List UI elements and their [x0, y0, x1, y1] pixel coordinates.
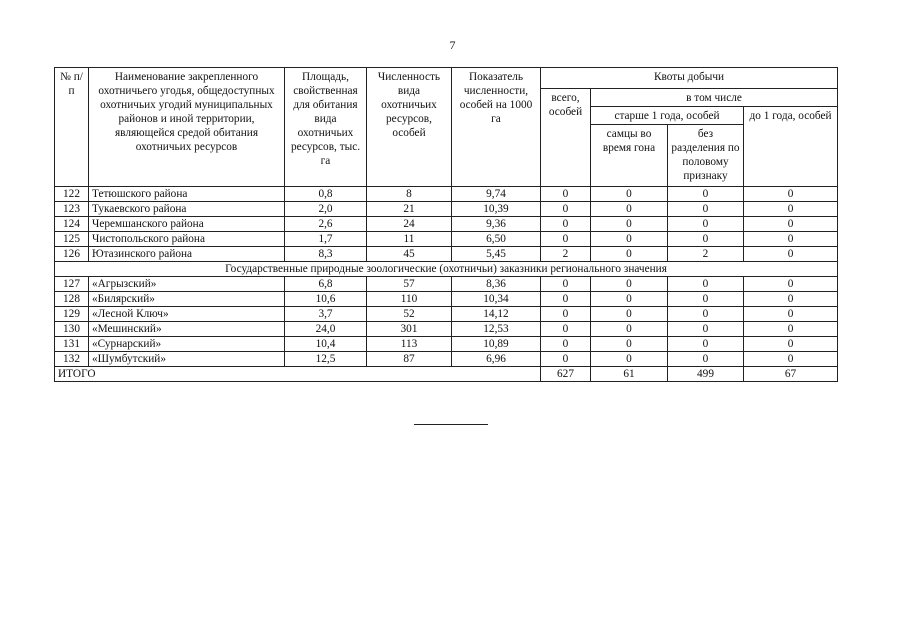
cell-name: «Агрызский»	[89, 277, 285, 292]
cell-indicator: 9,74	[452, 187, 541, 202]
header-num: № п/п	[55, 68, 89, 187]
cell-males: 0	[591, 277, 668, 292]
totals-males: 61	[591, 367, 668, 382]
cell-name: Черемшанского района	[89, 217, 285, 232]
cell-total: 0	[541, 292, 591, 307]
cell-males: 0	[591, 322, 668, 337]
totals-row	[55, 367, 838, 382]
cell-males: 0	[591, 217, 668, 232]
cell-num: 126	[55, 247, 89, 262]
cell-males: 0	[591, 232, 668, 247]
header-males: самцы во время гона	[591, 125, 668, 187]
cell-name: «Шумбутский»	[89, 352, 285, 367]
cell-num: 122	[55, 187, 89, 202]
cell-nosex: 0	[668, 292, 744, 307]
cell-young: 0	[744, 292, 838, 307]
totals-young: 67	[744, 367, 838, 382]
cell-area: 12,5	[285, 352, 367, 367]
cell-area: 1,7	[285, 232, 367, 247]
table-row	[55, 337, 838, 352]
table-row	[55, 187, 838, 202]
cell-males: 0	[591, 247, 668, 262]
cell-num: 132	[55, 352, 89, 367]
cell-indicator: 5,45	[452, 247, 541, 262]
totals-total: 627	[541, 367, 591, 382]
table-row	[55, 322, 838, 337]
cell-area: 10,6	[285, 292, 367, 307]
cell-count: 21	[367, 202, 452, 217]
cell-young: 0	[744, 232, 838, 247]
cell-name: «Билярский»	[89, 292, 285, 307]
totals-label: ИТОГО	[55, 367, 541, 382]
cell-area: 24,0	[285, 322, 367, 337]
cell-area: 6,8	[285, 277, 367, 292]
cell-total: 0	[541, 187, 591, 202]
header-area: Площадь, свойственная для обитания вида охотничьих ресурсов, тыс. га	[285, 68, 367, 187]
cell-total: 0	[541, 217, 591, 232]
header-total: всего, особей	[541, 89, 591, 187]
cell-name: «Лесной Ключ»	[89, 307, 285, 322]
cell-area: 8,3	[285, 247, 367, 262]
cell-name: «Мешинский»	[89, 322, 285, 337]
cell-nosex: 0	[668, 352, 744, 367]
cell-indicator: 10,89	[452, 337, 541, 352]
table-row	[55, 202, 838, 217]
cell-nosex: 0	[668, 277, 744, 292]
cell-nosex: 0	[668, 337, 744, 352]
cell-count: 24	[367, 217, 452, 232]
cell-young: 0	[744, 322, 838, 337]
table-row	[55, 307, 838, 322]
cell-indicator: 10,34	[452, 292, 541, 307]
table-row	[55, 292, 838, 307]
cell-nosex: 0	[668, 232, 744, 247]
cell-count: 301	[367, 322, 452, 337]
cell-young: 0	[744, 307, 838, 322]
cell-count: 113	[367, 337, 452, 352]
cell-count: 110	[367, 292, 452, 307]
cell-nosex: 0	[668, 202, 744, 217]
cell-num: 131	[55, 337, 89, 352]
cell-indicator: 8,36	[452, 277, 541, 292]
header-count: Численность вида охотничьих ресурсов, особей	[367, 68, 452, 187]
quota-table	[54, 67, 838, 382]
cell-total: 0	[541, 232, 591, 247]
cell-name: Чистопольского района	[89, 232, 285, 247]
header-indicator: Показатель численности, особей на 1000 га	[452, 68, 541, 187]
header-name: Наименование закрепленного охотничьего угодья, общедоступных охотничьих угодий муниципальных районов и иной территории, являющейся средой обитания охотничьих ресурсов	[89, 68, 285, 187]
cell-name: Тетюшского района	[89, 187, 285, 202]
cell-count: 87	[367, 352, 452, 367]
cell-young: 0	[744, 187, 838, 202]
cell-num: 123	[55, 202, 89, 217]
cell-name: «Сурнарский»	[89, 337, 285, 352]
table-row	[55, 277, 838, 292]
cell-nosex: 0	[668, 187, 744, 202]
cell-num: 130	[55, 322, 89, 337]
cell-area: 3,7	[285, 307, 367, 322]
cell-young: 0	[744, 217, 838, 232]
section-row	[55, 262, 838, 277]
header-under1: до 1 года, особей	[744, 107, 838, 187]
cell-indicator: 9,36	[452, 217, 541, 232]
cell-young: 0	[744, 277, 838, 292]
table-row	[55, 217, 838, 232]
cell-indicator: 10,39	[452, 202, 541, 217]
cell-num: 124	[55, 217, 89, 232]
cell-total: 0	[541, 322, 591, 337]
cell-young: 0	[744, 337, 838, 352]
table-row	[55, 232, 838, 247]
cell-name: Ютазинского района	[89, 247, 285, 262]
cell-num: 129	[55, 307, 89, 322]
cell-count: 45	[367, 247, 452, 262]
cell-indicator: 12,53	[452, 322, 541, 337]
table-row	[55, 352, 838, 367]
cell-nosex: 0	[668, 217, 744, 232]
cell-total: 0	[541, 352, 591, 367]
cell-area: 2,0	[285, 202, 367, 217]
cell-males: 0	[591, 307, 668, 322]
cell-total: 0	[541, 337, 591, 352]
cell-young: 0	[744, 352, 838, 367]
cell-count: 8	[367, 187, 452, 202]
cell-total: 0	[541, 202, 591, 217]
header-older: старше 1 года, особей	[591, 107, 744, 125]
footer-rule	[414, 424, 488, 425]
cell-name: Тукаевского района	[89, 202, 285, 217]
cell-count: 52	[367, 307, 452, 322]
cell-males: 0	[591, 337, 668, 352]
cell-males: 0	[591, 352, 668, 367]
cell-nosex: 2	[668, 247, 744, 262]
cell-males: 0	[591, 292, 668, 307]
cell-num: 128	[55, 292, 89, 307]
cell-nosex: 0	[668, 322, 744, 337]
cell-young: 0	[744, 202, 838, 217]
cell-indicator: 6,96	[452, 352, 541, 367]
section-title: Государственные природные зоологические (охотничьи) заказники регионального значения	[55, 262, 838, 277]
cell-area: 10,4	[285, 337, 367, 352]
cell-males: 0	[591, 202, 668, 217]
cell-total: 0	[541, 307, 591, 322]
cell-num: 125	[55, 232, 89, 247]
cell-indicator: 14,12	[452, 307, 541, 322]
cell-area: 0,8	[285, 187, 367, 202]
cell-males: 0	[591, 187, 668, 202]
header-nosex: без разделения по половому признаку	[668, 125, 744, 187]
header-including: в том числе	[591, 89, 838, 107]
header-quotas: Квоты добычи	[541, 68, 838, 89]
cell-young: 0	[744, 247, 838, 262]
page-number: 7	[449, 38, 456, 52]
cell-count: 57	[367, 277, 452, 292]
cell-count: 11	[367, 232, 452, 247]
cell-nosex: 0	[668, 307, 744, 322]
cell-indicator: 6,50	[452, 232, 541, 247]
cell-total: 2	[541, 247, 591, 262]
cell-total: 0	[541, 277, 591, 292]
cell-area: 2,6	[285, 217, 367, 232]
table-row	[55, 247, 838, 262]
cell-num: 127	[55, 277, 89, 292]
totals-nosex: 499	[668, 367, 744, 382]
